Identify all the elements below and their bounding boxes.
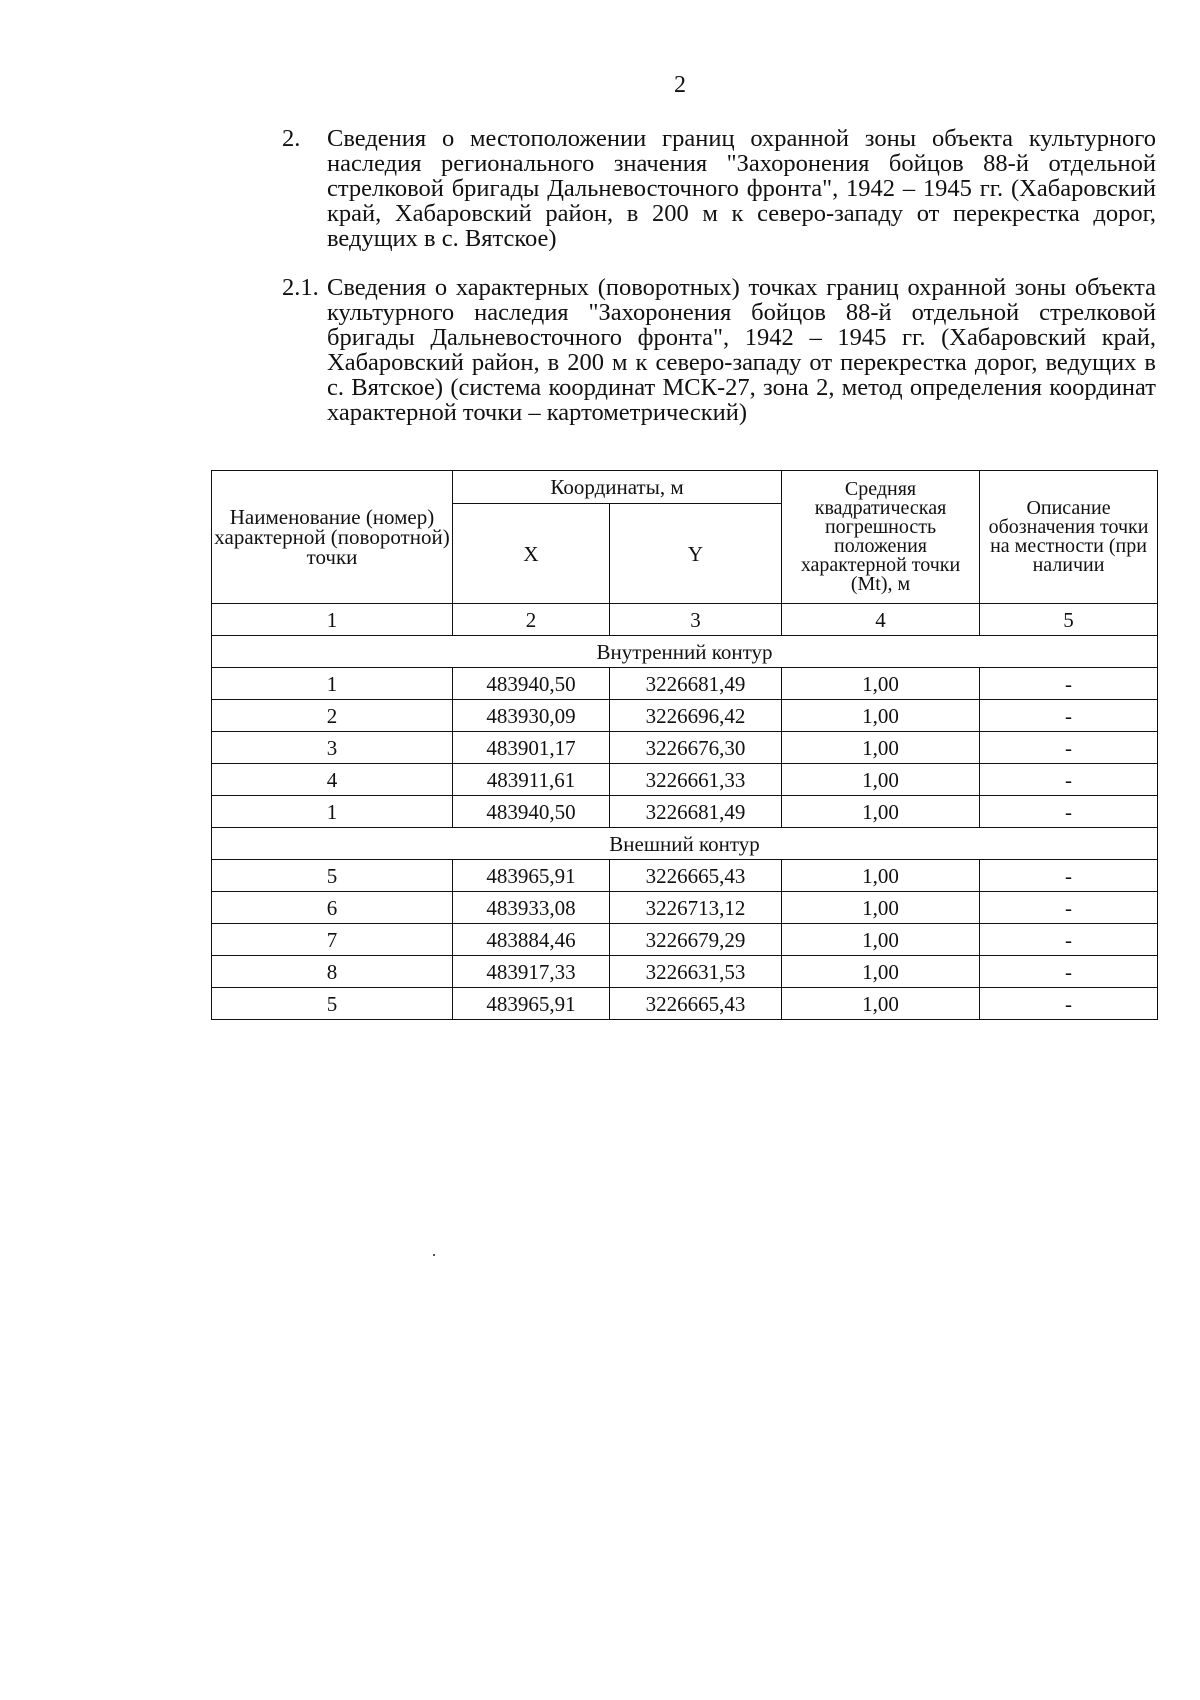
cell-x: 483901,17 [453,732,610,764]
cell-description: - [980,956,1158,988]
outer-contour-label: Внешний контур [212,828,1158,860]
column-number: 5 [980,604,1158,636]
table-row [212,924,1158,956]
cell-point: 3 [212,732,453,764]
cell-description: - [980,732,1158,764]
cell-error: 1,00 [782,796,980,828]
table-row [212,700,1158,732]
cell-error: 1,00 [782,892,980,924]
cell-description: - [980,924,1158,956]
cell-description: - [980,860,1158,892]
cell-error: 1,00 [782,860,980,892]
cell-error: 1,00 [782,700,980,732]
cell-description: - [980,892,1158,924]
cell-x: 483933,08 [453,892,610,924]
table-row [212,892,1158,924]
cell-error: 1,00 [782,764,980,796]
cell-description: - [980,668,1158,700]
header-x: X [453,504,610,604]
cell-x: 483965,91 [453,860,610,892]
header-y: Y [610,504,782,604]
header-coordinates: Координаты, м [453,471,782,504]
cell-point: 5 [212,860,453,892]
section-2-1 [282,275,1156,425]
coordinates-table [211,470,1158,1020]
table-row [212,764,1158,796]
cell-description: - [980,796,1158,828]
header-point-name: Наименование (номер) характерной (поворотной) точки [212,471,453,604]
cell-y: 3226679,29 [610,924,782,956]
cell-error: 1,00 [782,668,980,700]
cell-description: - [980,764,1158,796]
table-row [212,732,1158,764]
header-error: Средняя квадратическая погрешность положения характерной точки (Mt), м [782,471,980,604]
cell-x: 483940,50 [453,796,610,828]
page-number: 2 [674,72,686,98]
cell-point: 8 [212,956,453,988]
cell-y: 3226631,53 [610,956,782,988]
cell-error: 1,00 [782,924,980,956]
cell-point: 7 [212,924,453,956]
cell-description: - [980,700,1158,732]
section-2-text: Сведения о местоположении границ охранной зоны объекта культурного наследия регионального значения "Захоронения бойцов 88-й отдельной стрелковой бригады Дальневосточного фронта", 1942 – 1945 гг. (Хабаровский край, Хабаровский район, в 200 м к северо-западу от перекрестка дорог, ведущих в с. Вятское) [327,125,1156,252]
cell-description: - [980,988,1158,1020]
cell-y: 3226661,33 [610,764,782,796]
section-2-number: 2. [282,125,301,152]
cell-y: 3226681,49 [610,668,782,700]
inner-contour-row [212,636,1158,668]
cell-point: 6 [212,892,453,924]
cell-point: 5 [212,988,453,1020]
cell-y: 3226665,43 [610,988,782,1020]
column-number: 2 [453,604,610,636]
cell-x: 483940,50 [453,668,610,700]
scan-speck [433,1254,435,1256]
cell-y: 3226681,49 [610,796,782,828]
cell-y: 3226713,12 [610,892,782,924]
cell-error: 1,00 [782,988,980,1020]
cell-error: 1,00 [782,732,980,764]
inner-contour-label: Внутренний контур [212,636,1158,668]
table-row [212,796,1158,828]
column-number: 1 [212,604,453,636]
cell-x: 483884,46 [453,924,610,956]
cell-x: 483911,61 [453,764,610,796]
cell-y: 3226696,42 [610,700,782,732]
cell-point: 4 [212,764,453,796]
section-2-1-text: Сведения о характерных (поворотных) точках границ охранной зоны объекта культурного наследия "Захоронения бойцов 88-й отдельной стрелковой бригады Дальневосточного фронта", 1942 – 1945 гг. (Хабаровский край, Хабаровский район, в 200 м к северо-западу от перекрестка дорог, ведущих в с. Вятское) (система координат МСК-27, зона 2, метод определения координат характерной точки – картометрический) [327,274,1156,426]
cell-point: 1 [212,668,453,700]
table-row [212,956,1158,988]
column-number: 3 [610,604,782,636]
outer-contour-row [212,828,1158,860]
cell-error: 1,00 [782,956,980,988]
cell-point: 2 [212,700,453,732]
section-2-1-number: 2.1. [282,274,319,301]
table-row [212,668,1158,700]
cell-x: 483930,09 [453,700,610,732]
column-numbers-row [212,604,1158,636]
cell-x: 483965,91 [453,988,610,1020]
cell-x: 483917,33 [453,956,610,988]
column-number: 4 [782,604,980,636]
header-description: Описание обозначения точки на местности (при наличии [980,471,1158,604]
cell-y: 3226665,43 [610,860,782,892]
table-row [212,988,1158,1020]
table-row [212,860,1158,892]
cell-point: 1 [212,796,453,828]
section-2 [282,126,1156,251]
cell-y: 3226676,30 [610,732,782,764]
